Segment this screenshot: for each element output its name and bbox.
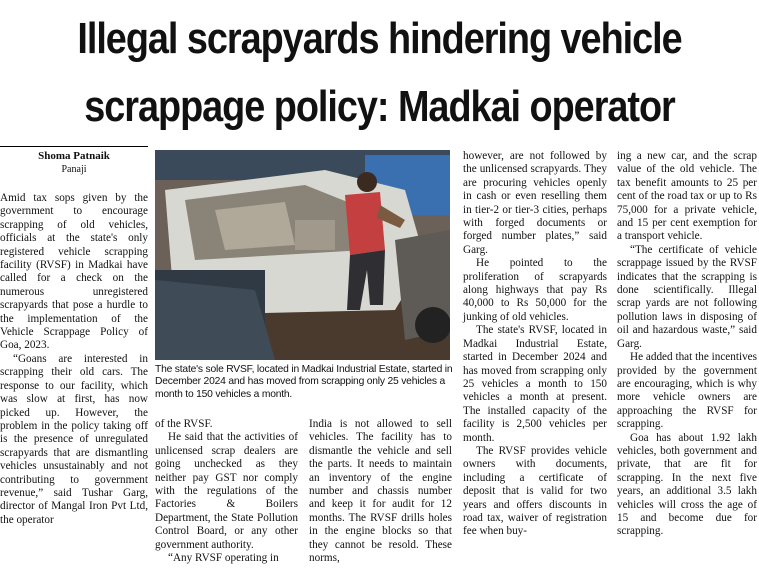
headline-line-1: Illegal scrapyards hindering vehicle xyxy=(77,14,682,63)
article-column-2 xyxy=(155,418,298,565)
headline-line-2: scrappage policy: Madkai operator xyxy=(84,82,675,131)
byline xyxy=(0,146,148,175)
paragraph: “The certificate of vehicle scrappage issued by the RVSF indicates that the scrapping is done scientifically. Illegal scrap yards are not following pollution laws in disposing of oil and hazardous waste,” said Garg. xyxy=(617,243,757,350)
byline-rule xyxy=(0,146,148,147)
author-name: Shoma Patnaik xyxy=(38,150,110,162)
paragraph: The state's RVSF, located in Madkai Industrial Estate, started in December 2024 and has moved from scrapping only 25 vehicles a month to 150 vehicles a month at present. The installed capacity of the facility is 2,500 vehicles per month. xyxy=(463,324,607,444)
paragraph: Amid tax sops given by the government to encourage scrapping of old vehicles, officials at the state's only registered vehicle scrapping facility (RVSF) in Madkai have called for a check on the numerous unregistered scrapyards that pose a hurdle to the implementation of the Vehicle Scrappage Policy of Goa, 2023. xyxy=(0,192,148,352)
paragraph: The RVSF provides vehicle owners with documents, including a certificate of deposit that is valid for two years and offers discounts in road tax, waiver of registration fee when buy- xyxy=(463,444,607,538)
paragraph: Goa has about 1.92 lakh vehicles, both government and private, that are fit for scrapping. In the next five years, an additional 3.5 lakh vehicles will cross the age of 15 and become due for scrapping. xyxy=(617,431,757,538)
scrapyard-worker-photo xyxy=(155,150,450,360)
article-column-4 xyxy=(463,150,607,539)
paragraph: ing a new car, and the scrap value of the old vehicle. The tax benefit amounts to 25 per cent of the road tax or up to Rs 75,000 for a private vehicle, and 15 per cent exemption for a transport vehicle. xyxy=(617,150,757,243)
paragraph: however, are not followed by the unlicensed scrapyards. They are procuring vehicles openly in cash or even reselling them in tier-2 or tier-3 cities, perhaps with forged documents or forged number plates,” said Garg. xyxy=(463,150,607,256)
article-column-1 xyxy=(0,192,148,527)
paragraph: He added that the incentives provided by the government are encouraging, which is why more vehicle owners are approaching the RVSF for scrapping. xyxy=(617,351,757,431)
article-column-3 xyxy=(309,418,452,565)
paragraph: He said that the activities of unlicensed scrap dealers are going unchecked as they neither pay GST nor comply with the regulations of the Factories & Boilers Department, the State Pollution Control Board, or any other government authority. xyxy=(155,431,298,551)
paragraph: “Goans are interested in scrapping their old cars. The response to our facility, which was slow at first, has now picked up. However, the problem in the policy taking off is the presence of unregulated scrapyards that are dismantling vehicles unsustainably and not contributing to government revenue,” said Tushar Garg, director of Mangal Iron Pvt Ltd, the operator xyxy=(0,352,148,526)
paragraph: India is not allowed to sell vehicles. The facility has to dismantle the vehicle and sell the parts. It needs to maintain an inventory of the engine number and chassis number and keep it for audit for 12 months. The RVSF drills holes in the engine blocks so that they cannot be resold. These norms, xyxy=(309,418,452,565)
paragraph: of the RVSF. xyxy=(155,418,213,430)
article-column-5 xyxy=(617,150,757,539)
news-photo xyxy=(155,150,450,360)
photo-caption: The state's sole RVSF, located in Madkai Industrial Estate, started in December 2024 and has moved from scrapping only 25 vehicles a month to 150 vehicles a month. xyxy=(155,364,453,400)
paragraph: “Any RVSF operating in xyxy=(168,552,279,565)
paragraph: He pointed to the proliferation of scrapyards along highways that pay Rs 40,000 to Rs 50,000 for the junking of old vehicles. xyxy=(463,257,607,323)
dateline-location: Panaji xyxy=(61,164,87,175)
